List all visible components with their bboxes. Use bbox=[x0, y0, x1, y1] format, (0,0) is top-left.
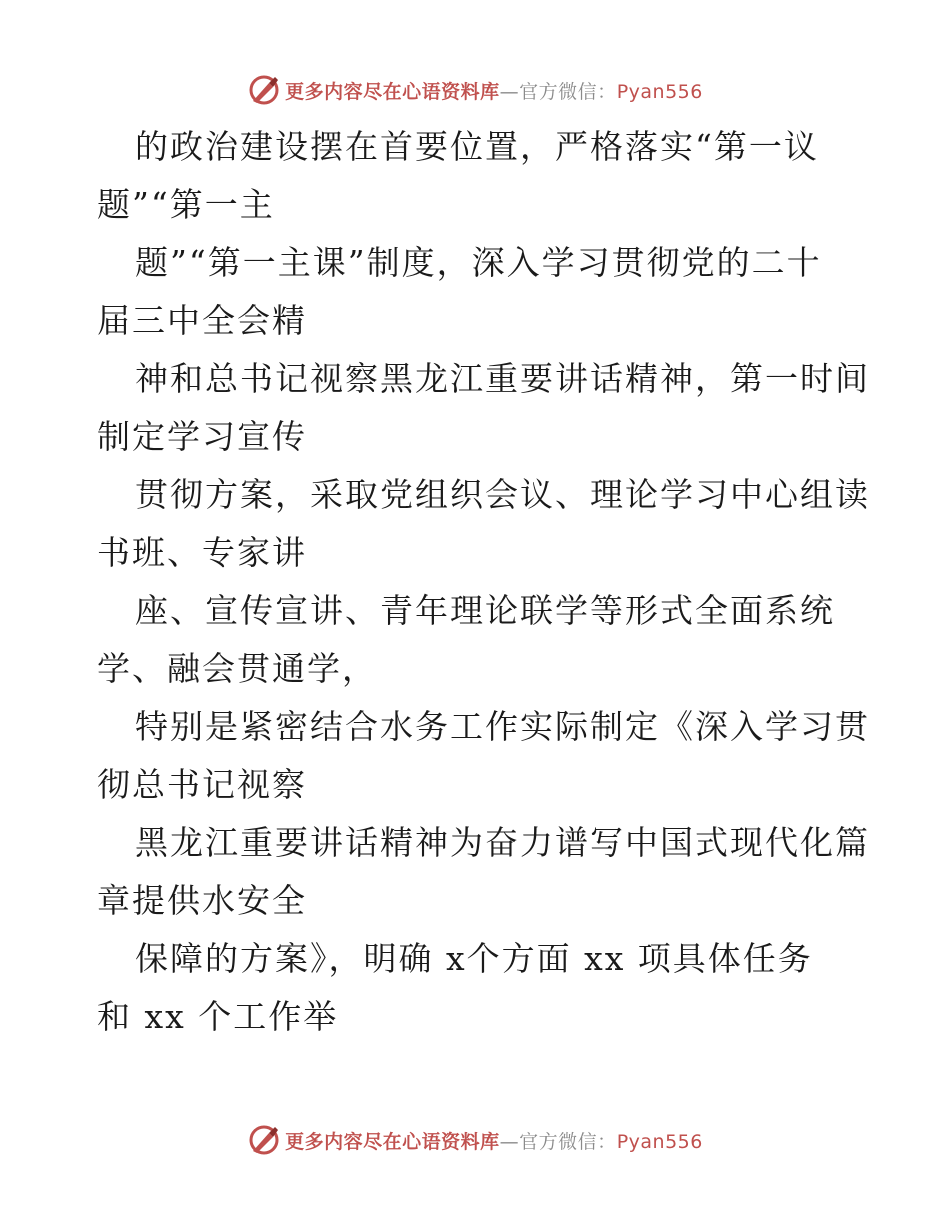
text-line: 制定学习宣传 bbox=[97, 417, 307, 456]
footer-contact-id: Pyan556 bbox=[616, 1130, 703, 1153]
header-separator: — bbox=[499, 80, 520, 103]
text-line: 书班、专家讲 bbox=[97, 533, 307, 572]
text-line: 题”“第一主 bbox=[97, 185, 275, 224]
text-line: 学、融会贯通学， bbox=[97, 649, 377, 688]
footer-contact-label: 官方微信： bbox=[519, 1130, 617, 1153]
text-line: 的政治建设摆在首要位置，严格落实“第一议 bbox=[135, 127, 819, 166]
header-contact-label: 官方微信： bbox=[519, 80, 617, 103]
header-text bbox=[285, 77, 703, 104]
header-contact-id: Pyan556 bbox=[616, 80, 703, 103]
text-line: 题”“第一主课”制度，深入学习贯彻党的二十 bbox=[135, 243, 822, 282]
text-line: 神和总书记视察黑龙江重要讲话精神，第一时间 bbox=[135, 359, 870, 398]
pen-logo-icon bbox=[247, 1123, 281, 1157]
footer-banner bbox=[0, 1120, 950, 1160]
header-banner bbox=[0, 70, 950, 110]
text-line: 届三中全会精 bbox=[97, 301, 307, 340]
footer-separator: — bbox=[499, 1130, 520, 1153]
text-line: 彻总书记视察 bbox=[97, 765, 307, 804]
footer-brand: 更多内容尽在心语资料库 bbox=[285, 1130, 500, 1153]
text-line: 座、宣传宣讲、青年理论联学等形式全面系统 bbox=[135, 591, 835, 630]
pen-logo-icon bbox=[247, 73, 281, 107]
text-line: 黑龙江重要讲话精神为奋力谱写中国式现代化篇 bbox=[135, 823, 870, 862]
header-brand: 更多内容尽在心语资料库 bbox=[285, 80, 500, 103]
text-line: 和 xx 个工作举 bbox=[97, 997, 339, 1036]
text-line: 章提供水安全 bbox=[97, 881, 307, 920]
document-body bbox=[97, 118, 870, 1046]
text-line: 特别是紧密结合水务工作实际制定《深入学习贯 bbox=[135, 707, 870, 746]
text-line: 保障的方案》，明确 x个方面 xx 项具体任务 bbox=[135, 939, 813, 978]
text-line: 贯彻方案，采取党组织会议、理论学习中心组读 bbox=[135, 475, 870, 514]
footer-text bbox=[285, 1127, 703, 1154]
